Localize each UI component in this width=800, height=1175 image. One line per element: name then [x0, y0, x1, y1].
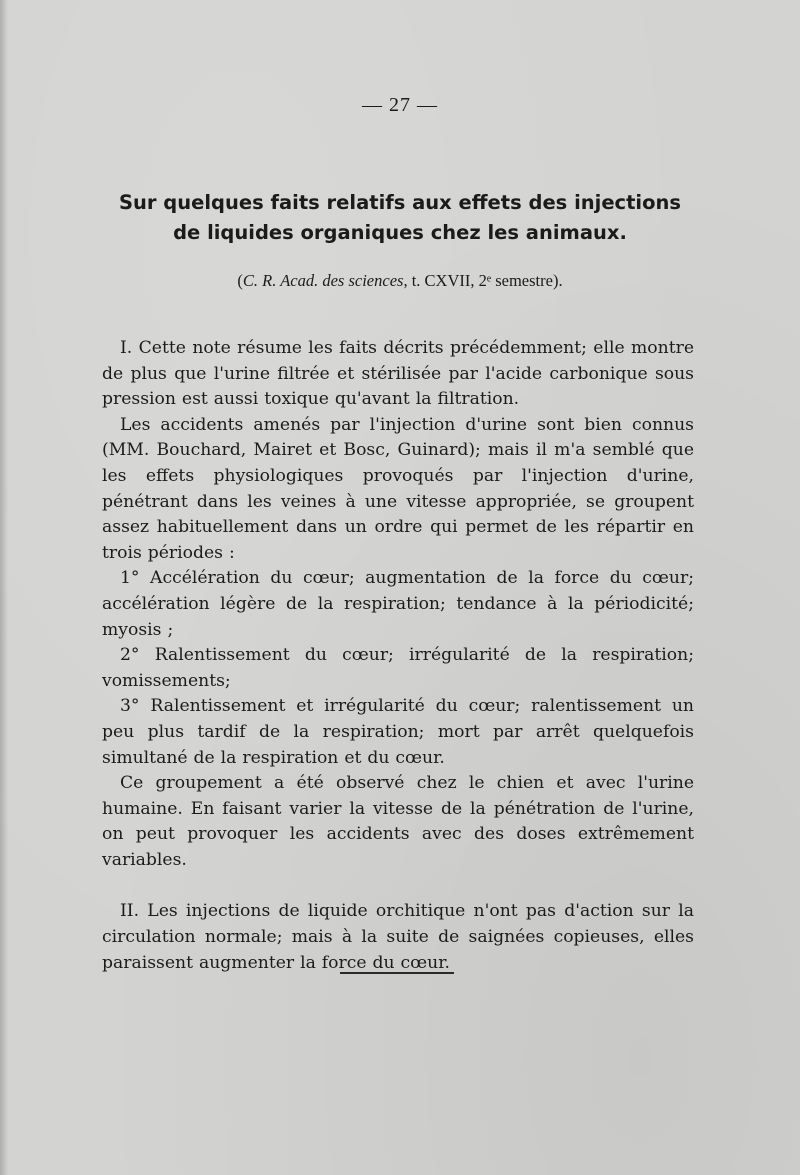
- citation-journal: C. R. Acad. des sciences: [242, 271, 404, 290]
- paragraph-section-1-intro: I. Cette note résume les faits décrits précédemment; elle montre de plus que l'urine filtrée et stérilisée par l'acide carbonique sous pression est aussi toxique qu'avant la filtration.: [102, 338, 694, 410]
- citation-open-paren: (: [237, 271, 243, 290]
- paragraph-period-2: 2° Ralentissement du cœur; irrégularité de la respiration; vomissements;: [102, 645, 694, 691]
- paragraph-accidents: Les accidents amenés par l'injection d'urine sont bien connus (MM. Bouchard, Mairet et Bosc, Guinard); mais il m'a semblé que les effets physiologiques provoqués par l'injection d'urine, pénétrant dans les veines à une vitesse appropriée, se groupent assez habituellement dans un ordre qui permet de les répartir en trois périodes :: [102, 414, 694, 563]
- article-title: [110, 188, 690, 248]
- article-body: [102, 336, 694, 976]
- citation-details: , t. CXVII, 2ᵉ semestre).: [403, 271, 563, 290]
- paragraph-section-2: II. Les injections de liquide orchitique n'ont pas d'action sur la circulation normale; mais à la suite de saignées copieuses, elles paraissent augmenter la force du cœur.: [102, 901, 694, 973]
- paragraph-grouping: Ce groupement a été observé chez le chien et avec l'urine humaine. En faisant varier la vitesse de la pénétration de l'urine, on peut provoquer les accidents avec des doses extrêmement variables.: [102, 773, 694, 870]
- paragraph-period-1: 1° Accélération du cœur; augmentation de la force du cœur; accélération légère de la respiration; tendance à la périodicité; myosis ;: [102, 568, 694, 640]
- paragraph-period-3: 3° Ralentissement et irrégularité du cœur; ralentissement un peu plus tardif de la respiration; mort par arrêt quelquefois simultané de la respiration et du cœur.: [102, 696, 694, 768]
- title-line-2: de liquides organiques chez les animaux.: [173, 221, 627, 244]
- closing-rule: [340, 972, 454, 974]
- page-number: — 27 —: [362, 94, 438, 116]
- source-citation: [100, 271, 700, 291]
- title-line-1: Sur quelques faits relatifs aux effets des injections: [118, 191, 682, 214]
- page-edge-shadow: [0, 0, 8, 1175]
